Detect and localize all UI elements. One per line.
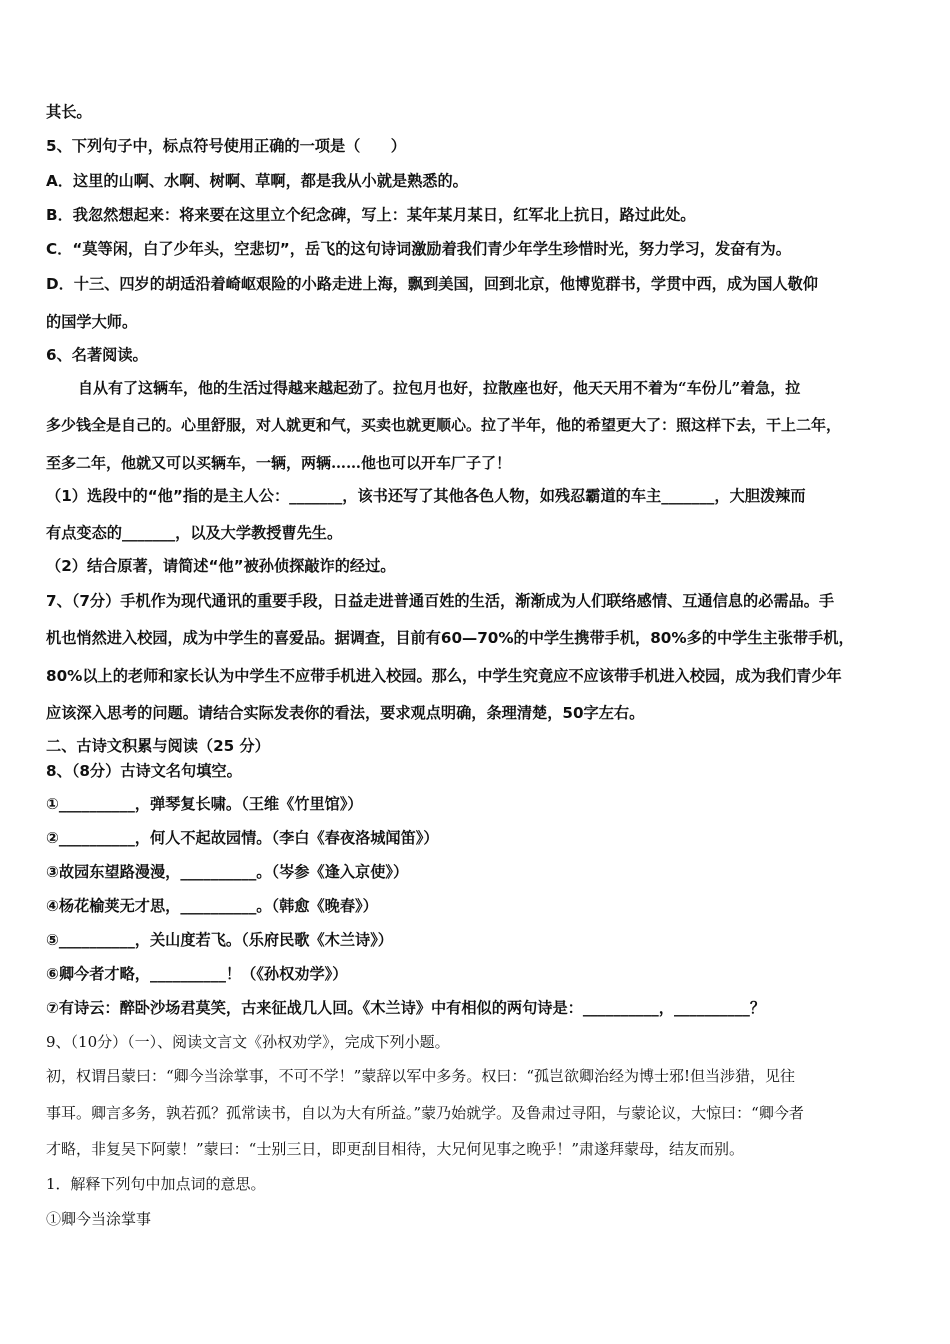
question-8-stem: 8、（8分）古诗文名句填空。	[46, 762, 242, 780]
question-9-stem: 9、（10分）（一）、阅读文言文《孙权劝学》，完成下列小题。	[46, 1033, 450, 1051]
question-5-option-a: A．这里的山啊、水啊、树啊、草啊，都是我从小就是熟悉的。	[46, 172, 468, 190]
question-5-option-c: C．“莫等闲，白了少年头，空悲切”，岳飞的这句诗词激励着我们青少年学生珍惜时光，努力学习，发奋有为。	[46, 240, 791, 258]
text-line-continuation: 其长。	[46, 103, 92, 121]
question-7-stem: 7、（7分）手机作为现代通讯的重要手段，日益走进普通百姓的生活，渐渐成为人们联络感情、互通信息的必需品。手	[46, 592, 835, 610]
question-7-stem-line: 应该深入思考的问题。请结合实际发表你的看法，要求观点明确，条理清楚，50字左右。	[46, 704, 645, 722]
question-8-item-7: ⑦有诗云：醉卧沙场君莫笑，古来征战几人回。《木兰诗》中有相似的两句诗是：__________，__________？	[46, 999, 766, 1017]
question-8-item-2: ②__________，何人不起故园情。（李白《春夜洛城闻笛》）	[46, 829, 439, 847]
question-5-stem: 5、下列句子中，标点符号使用正确的一项是（ ）	[46, 137, 406, 155]
question-5-option-b: B．我忽然想起来：将来要在这里立个纪念碑，写上：某年某月某日，红军北上抗日，路过此处。	[46, 206, 696, 224]
question-9-sub-1-item-1: ①卿今当涂掌事	[46, 1210, 152, 1228]
question-9-sub-1: 1．解释下列句中加点词的意思。	[46, 1175, 266, 1193]
question-6-sub-2: （2）结合原著，请简述“他”被孙侦探敲诈的经过。	[46, 557, 396, 575]
question-8-item-4: ④杨花榆荚无才思，__________。（韩愈《晚春》）	[46, 897, 378, 915]
question-6-sub-1-continued: 有点变态的_______，以及大学教授曹先生。	[46, 524, 343, 542]
classical-passage-line: 初，权谓吕蒙曰：“卿今当涂掌事，不可不学！”蒙辞以军中多务。权曰：“孤岂欲卿治经为博士邪!但当涉猎，见往	[46, 1067, 796, 1085]
question-8-item-3: ③故园东望路漫漫，__________。（岑参《逢入京使》）	[46, 863, 409, 881]
question-8-item-1: ①__________，弹琴复长啸。（王维《竹里馆》）	[46, 795, 363, 813]
question-5-option-d: D．十三、四岁的胡适沿着崎岖艰险的小路走进上海，飘到美国，回到北京，他博览群书，学贯中西，成为国人敬仰	[46, 275, 818, 293]
question-5-option-d-continued: 的国学大师。	[46, 313, 138, 331]
section-2-heading: 二、古诗文积累与阅读（25 分）	[46, 737, 270, 755]
question-7-stem-line: 80%以上的老师和家长认为中学生不应带手机进入校园。那么，中学生究竟应不应该带手机进入校园，成为我们青少年	[46, 667, 842, 685]
question-8-item-6: ⑥卿今者才略，__________！（《孙权劝学》）	[46, 965, 348, 983]
question-6-passage-line: 多少钱全是自己的。心里舒服，对人就更和气，买卖也就更顺心。拉了半年，他的希望更大了：照这样下去，干上二年，	[46, 416, 842, 434]
classical-passage-line: 才略，非复吴下阿蒙！”蒙曰：“士别三日，即更刮目相待，大兄何见事之晚乎！”肃遂拜蒙母，结友而别。	[46, 1140, 745, 1158]
question-8-item-5: ⑤__________，关山度若飞。（乐府民歌《木兰诗》）	[46, 931, 393, 949]
question-6-sub-1: （1）选段中的“他”指的是主人公：_______，该书还写了其他各色人物，如残忍霸道的车主_______，大胆泼辣而	[46, 487, 806, 505]
question-7-stem-line: 机也悄然进入校园，成为中学生的喜爱品。据调查，目前有60—70%的中学生携带手机，80%多的中学生主张带手机，	[46, 629, 854, 647]
question-6-stem: 6、名著阅读。	[46, 346, 148, 364]
question-6-passage-line: 至多二年，他就又可以买辆车，一辆，两辆……他也可以开车厂子了！	[46, 454, 512, 472]
question-6-passage-line: 自从有了这辆车，他的生活过得越来越起劲了。拉包月也好，拉散座也好，他天天用不着为“车份儿”着急，拉	[78, 379, 801, 397]
classical-passage-line: 事耳。卿言多务，孰若孤？孤常读书，自以为大有所益。”蒙乃始就学。及鲁肃过寻阳，与蒙论议，大惊曰：“卿今者	[46, 1104, 804, 1122]
